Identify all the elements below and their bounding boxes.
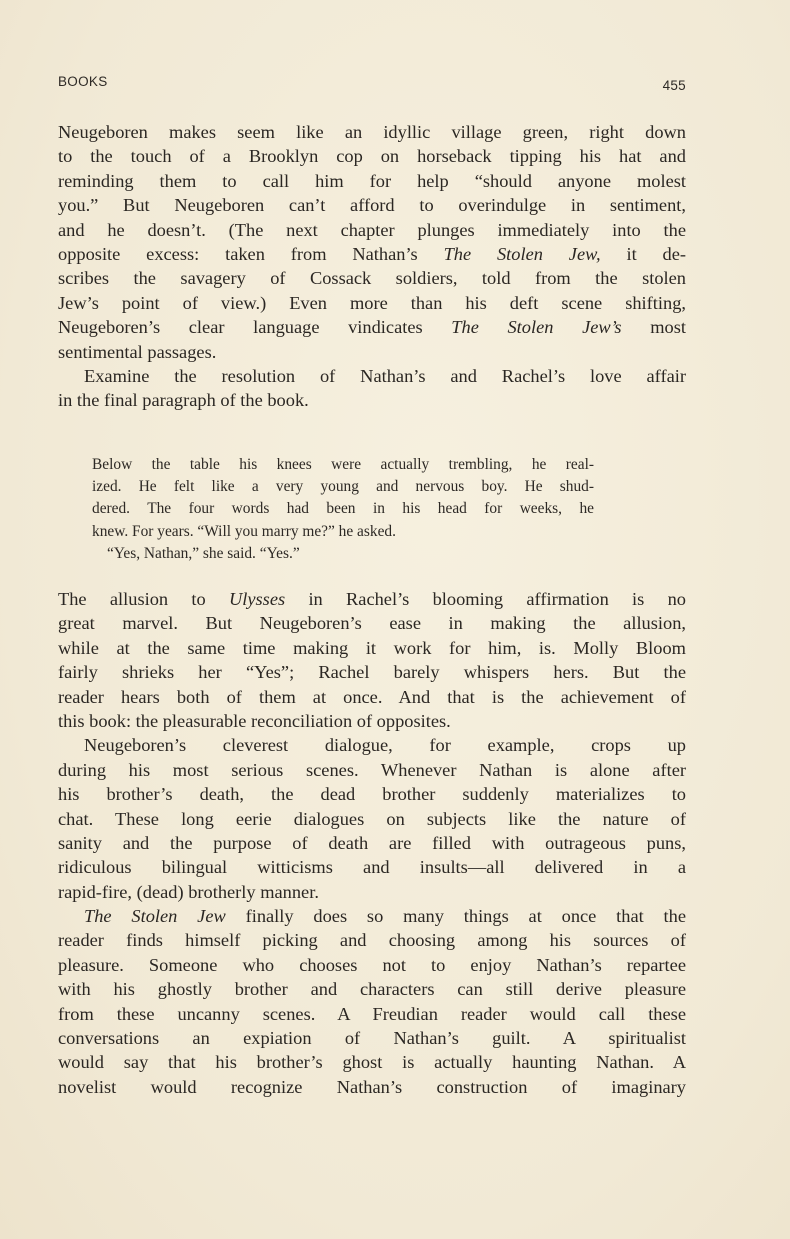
text-line: sentimental passages.: [58, 341, 217, 362]
text-line: in the final paragraph of the book.: [58, 390, 309, 411]
quote-line: Below the table his knees were actually trembling, he real-: [92, 456, 594, 473]
quote-line: dered. The four words had been in his head for weeks, he: [92, 500, 594, 518]
text-line: reader hears both of them at once. And that is the achievement of: [58, 686, 686, 707]
body-text-lower: [58, 587, 686, 1099]
text-run: Neugeboren’s clear language vindicates: [58, 317, 423, 338]
text-line: [58, 587, 686, 611]
text-line: novelist would recognize Nathan’s construction of imaginary: [58, 1076, 686, 1097]
text-run: finally does so many things at once that the: [245, 906, 687, 927]
text-line: this book: the pleasurable reconciliation of opposites.: [58, 710, 451, 731]
text-run: The allusion to: [58, 589, 206, 609]
book-title: Ulysses: [228, 589, 286, 609]
text-run: most: [650, 317, 686, 338]
text-line: rapid-fire, (dead) brotherly manner.: [58, 881, 319, 902]
text-line: with his ghostly brother and characters can still derive pleasure: [58, 979, 686, 1000]
block-quote: [92, 454, 594, 565]
text-line: [58, 242, 686, 266]
text-line: from these uncanny scenes. A Freudian reader would call these: [58, 1003, 686, 1024]
text-line: [58, 904, 686, 928]
text-line: and he doesn’t. (The next chapter plunges immediately into the: [58, 219, 686, 240]
book-title: The Stolen Jew,: [443, 243, 601, 264]
text-run: opposite excess: taken from Nathan’s: [58, 243, 418, 264]
text-line: great marvel. But Neugeboren’s ease in making the allusion,: [58, 613, 686, 634]
text-line: Neugeboren makes seem like an idyllic village green, right down: [58, 122, 686, 142]
text-line: chat. These long eerie dialogues on subjects like the nature of: [58, 808, 686, 829]
text-line: Neugeboren’s cleverest dialogue, for example, crops up: [84, 735, 686, 756]
text-line: reminding them to call him for help “should anyone molest: [58, 170, 686, 191]
text-line: fairly shrieks her “Yes”; Rachel barely whispers hers. But the: [58, 662, 686, 683]
text-line: [58, 315, 686, 339]
text-line: sanity and the purpose of death are filled with outrageous puns,: [58, 832, 686, 853]
quote-line: knew. For years. “Will you marry me?” he asked.: [92, 522, 396, 540]
text-line: to the touch of a Brooklyn cop on horseback tipping his hat and: [58, 146, 686, 167]
text-line: you.” But Neugeboren can’t afford to overindulge in sentiment,: [58, 195, 686, 216]
text-line: Examine the resolution of Nathan’s and Rachel’s love affair: [84, 365, 686, 386]
book-title: The Stolen Jew’s: [451, 317, 622, 338]
text-line: ridiculous bilingual witticisms and insults—all delivered in a: [58, 857, 686, 878]
text-line: would say that his brother’s ghost is actually haunting Nathan. A: [58, 1052, 686, 1073]
quote-line: “Yes, Nathan,” she said. “Yes.”: [107, 544, 300, 562]
text-line: pleasure. Someone who chooses not to enjoy Nathan’s repartee: [58, 954, 686, 975]
text-line: while at the same time making it work for him, is. Molly Bloom: [58, 637, 686, 658]
text-line: conversations an expiation of Nathan’s guilt. A spiritualist: [58, 1028, 686, 1049]
page-number: 455: [662, 78, 686, 93]
text-run: it de-: [626, 243, 686, 264]
text-line: during his most serious scenes. Whenever Nathan is alone after: [58, 759, 686, 780]
book-title: The Stolen Jew: [84, 906, 226, 927]
section-title: BOOKS: [58, 74, 108, 89]
text-run: in Rachel’s blooming affirmation is no: [308, 589, 686, 609]
text-line: Jew’s point of view.) Even more than his deft scene shifting,: [58, 292, 686, 313]
text-line: his brother’s death, the dead brother suddenly materializes to: [58, 784, 686, 805]
text-line: scribes the savagery of Cossack soldiers, told from the stolen: [58, 268, 686, 289]
running-head: [58, 74, 686, 96]
body-text-upper: [58, 120, 686, 413]
text-line: reader finds himself picking and choosing among his sources of: [58, 930, 686, 951]
quote-line: ized. He felt like a very young and nervous boy. He shud-: [92, 478, 594, 496]
